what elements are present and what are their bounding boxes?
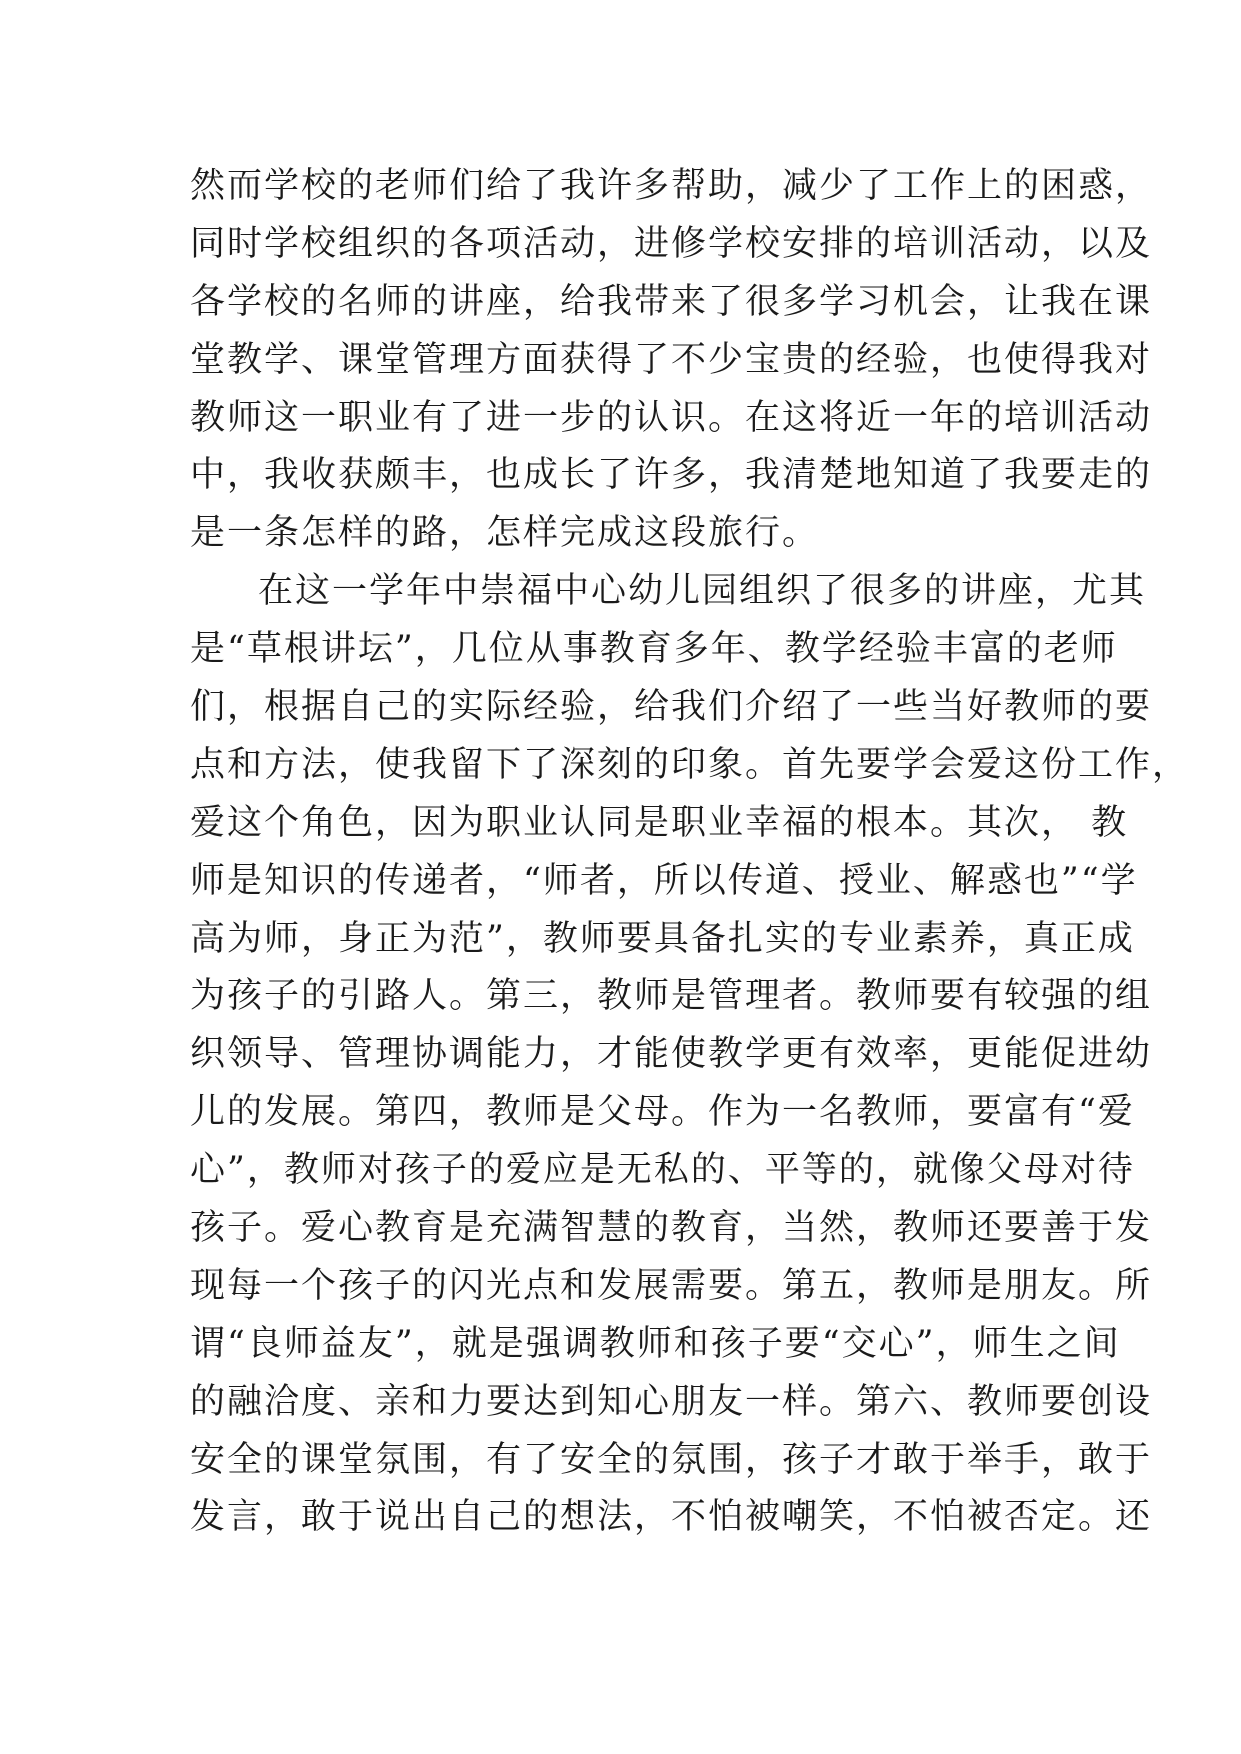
text-line: 堂教学、课堂管理方面获得了不少宝贵的经验，也使得我对: [190, 339, 1153, 380]
text-line: 织领导、管理协调能力，才能使教学更有效率，更能促进幼: [190, 1034, 1153, 1075]
text-line: 爱这个角色，因为职业认同是职业幸福的根本。其次， 教: [190, 802, 1129, 843]
text-line: 各学校的名师的讲座，给我带来了很多学习机会，让我在课: [190, 281, 1153, 322]
text-line: 是“草根讲坛”，几位从事教育多年、教学经验丰富的老师: [190, 629, 1118, 670]
text-line: 高为师，身正为范”，教师要具备扎实的专业素养，真正成: [190, 918, 1135, 959]
text-line: 孩子。爱心教育是充满智慧的教育，当然，教师还要善于发: [190, 1208, 1153, 1249]
text-line: 发言，敢于说出自己的想法，不怕被嘲笑，不怕被否定。还: [190, 1497, 1153, 1538]
text-line: 现每一个孩子的闪光点和发展需要。第五，教师是朋友。所: [190, 1265, 1153, 1306]
text-line-paragraph-end: 是一条怎样的路，怎样完成这段旅行。: [190, 513, 820, 554]
text-line: 同时学校组织的各项活动，进修学校安排的培训活动，以及: [190, 223, 1153, 264]
text-line: 心”，教师对孩子的爱应是无私的、平等的，就像父母对待: [190, 1150, 1135, 1191]
text-line: 点和方法，使我留下了深刻的印象。首先要学会爱这份工作，: [190, 744, 1190, 785]
text-line-paragraph-start: 在这一学年中崇福中心幼儿园组织了很多的讲座，尤其: [258, 571, 1147, 612]
text-line: 谓“良师益友”，就是强调教师和孩子要“交心”，师生之间: [190, 1323, 1121, 1364]
text-line: 安全的课堂氛围，有了安全的氛围，孩子才敢于举手，敢于: [190, 1439, 1153, 1480]
text-line: 中，我收获颇丰，也成长了许多，我清楚地知道了我要走的: [190, 455, 1153, 496]
text-line: 然而学校的老师们给了我许多帮助，减少了工作上的困惑，: [190, 166, 1153, 206]
text-line: 儿的发展。第四，教师是父母。作为一名教师，要富有“爱: [190, 1092, 1135, 1133]
text-line: 们，根据自己的实际经验，给我们介绍了一些当好教师的要: [190, 687, 1153, 728]
body-text: [190, 158, 1190, 1547]
text-line: 教师这一职业有了进一步的认识。在这将近一年的培训活动: [190, 397, 1153, 438]
text-line: 师是知识的传递者，“师者，所以传道、授业、解惑也”“学: [190, 860, 1138, 901]
text-line: 的融洽度、亲和力要达到知心朋友一样。第六、教师要创设: [190, 1381, 1153, 1422]
text-line: 为孩子的引路人。第三，教师是管理者。教师要有较强的组: [190, 976, 1153, 1017]
